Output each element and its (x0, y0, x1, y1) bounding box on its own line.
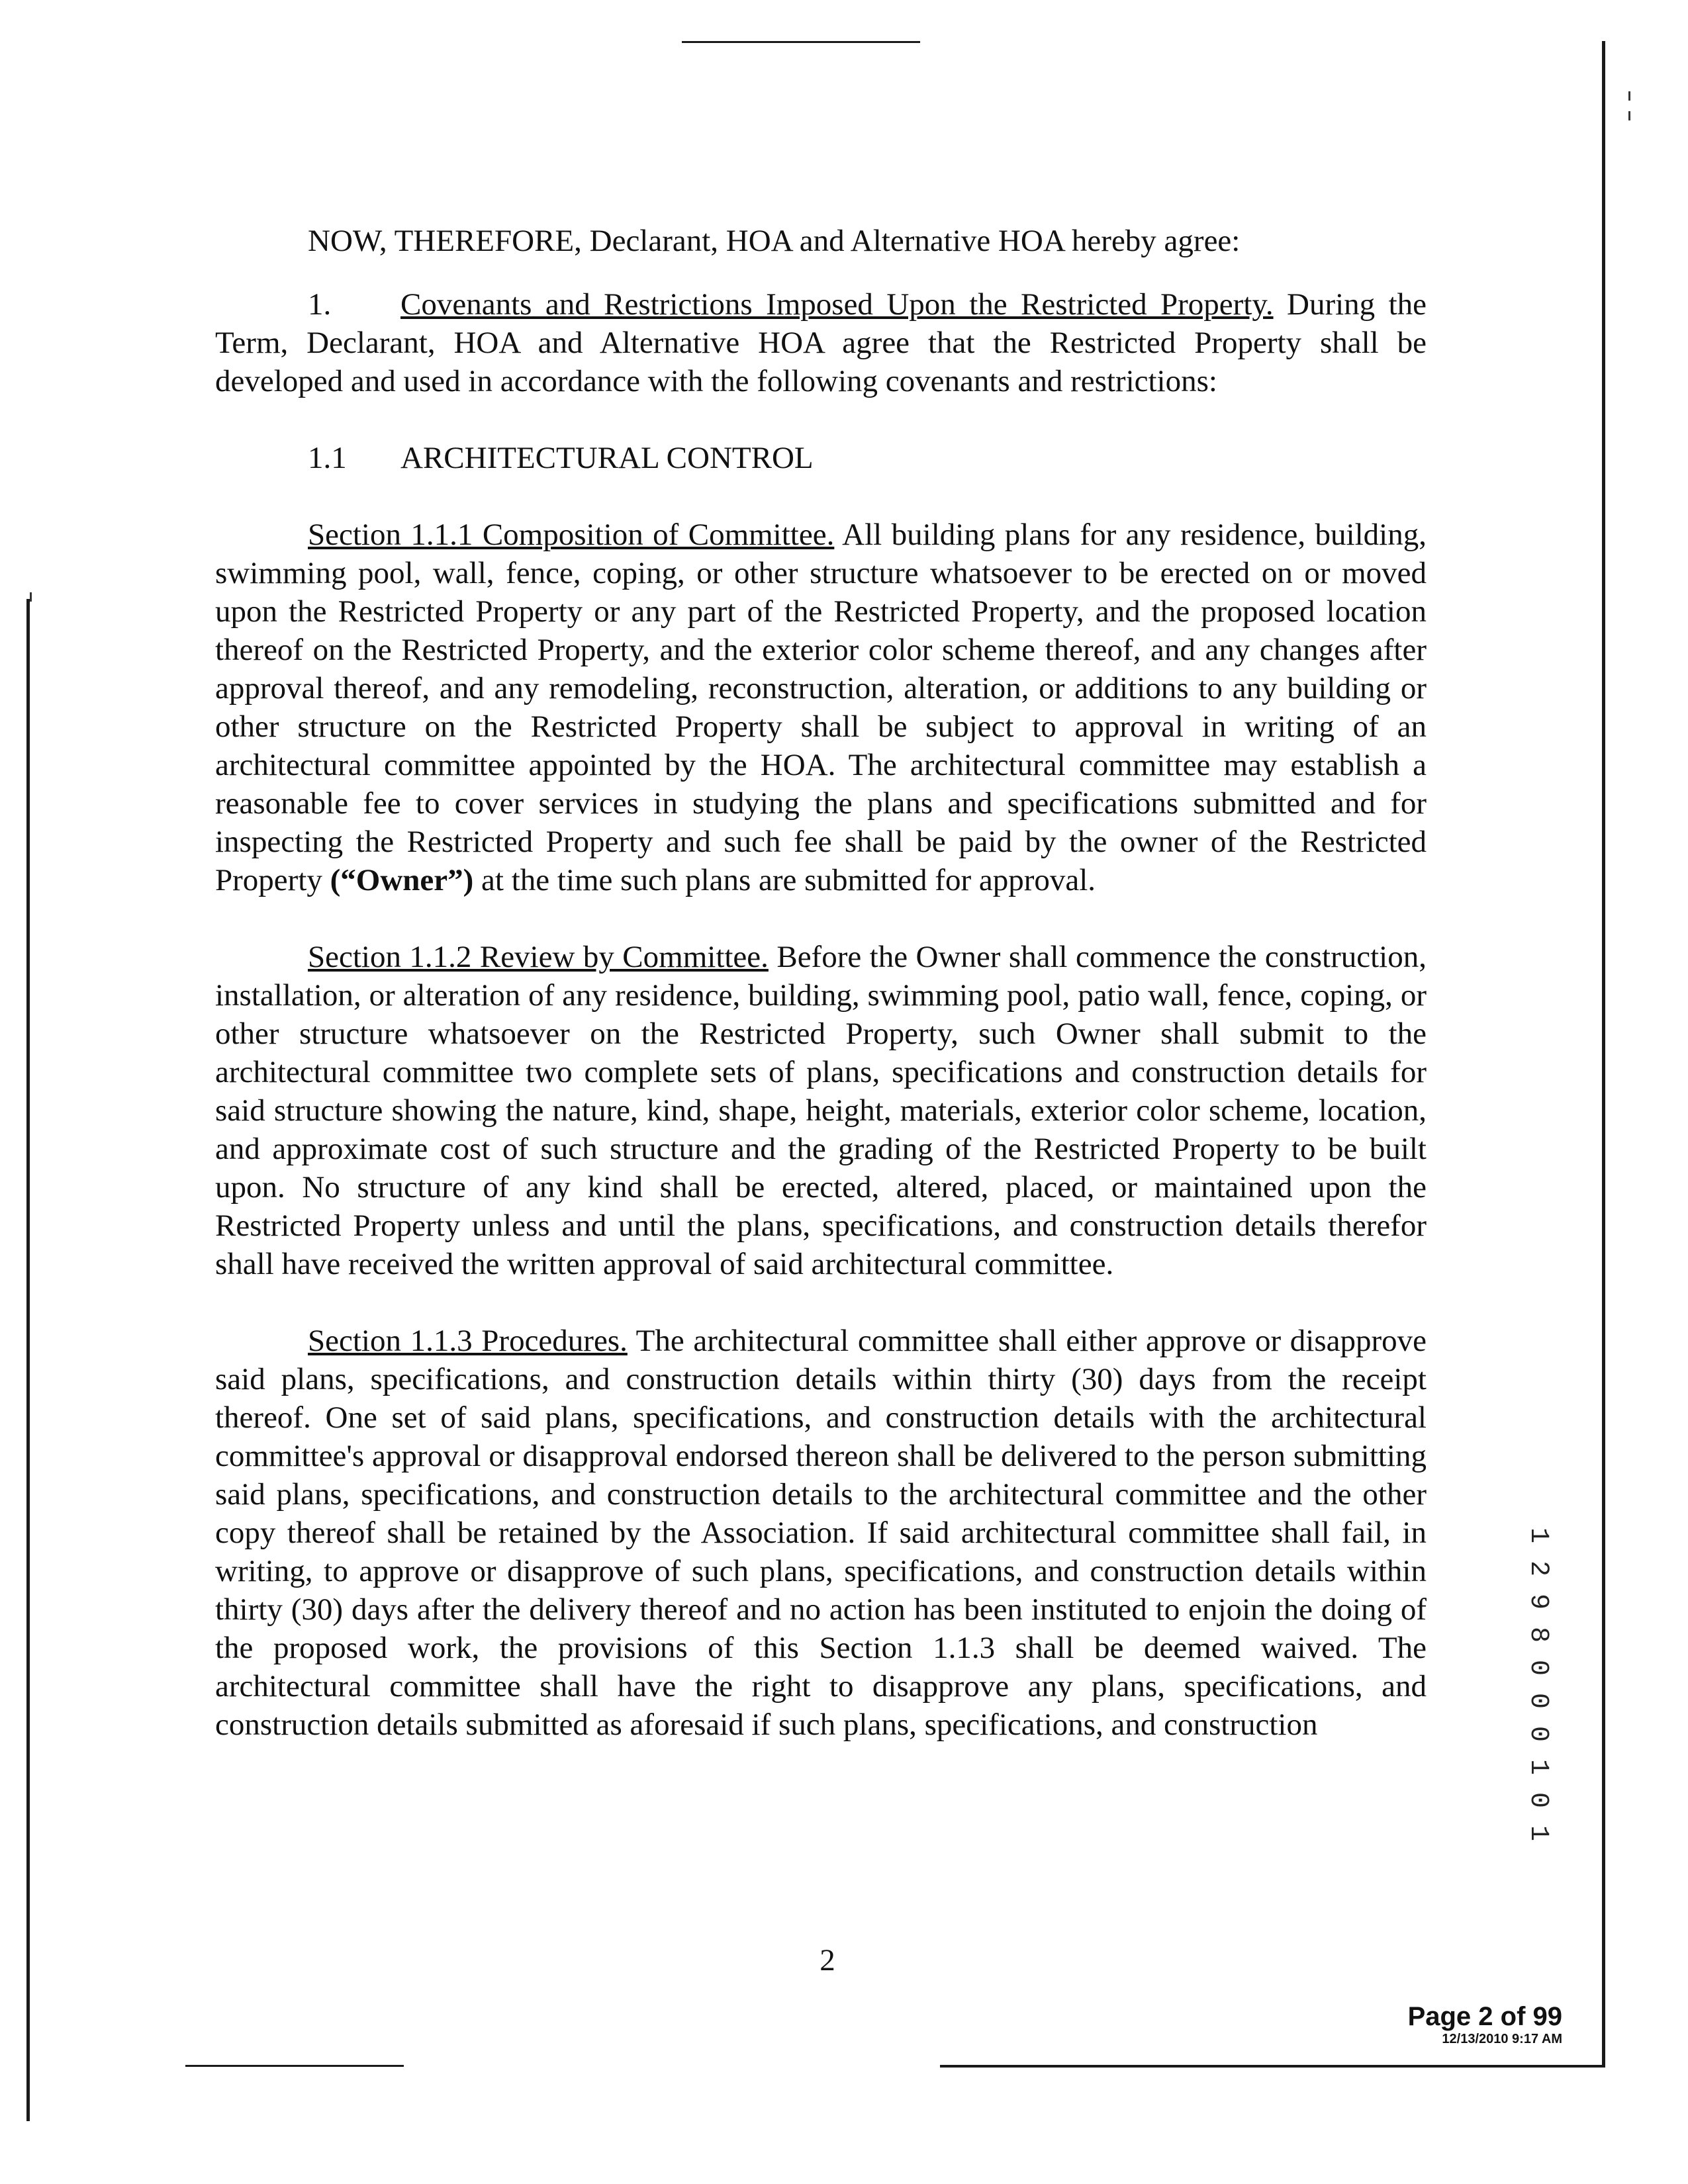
scan-tick-mark (1628, 91, 1630, 101)
section-1-1-2-title: Section 1.1.2 Review by Committee. (308, 940, 769, 974)
page-stamp (1357, 2002, 1562, 2047)
code-char: 0 (1523, 1659, 1553, 1676)
intro-paragraph: NOW, THEREFORE, Declarant, HOA and Alternative HOA hereby agree: (308, 224, 1241, 258)
code-char: 1 (1523, 1527, 1553, 1543)
owner-defined-term: (“Owner”) (330, 863, 474, 897)
document-body (215, 222, 1427, 1782)
section-1-1-1-body-b: at the time such plans are submitted for approval. (473, 863, 1096, 897)
scan-top-line (682, 41, 920, 43)
code-char: 1 (1523, 1825, 1553, 1841)
section-1-paragraph (215, 285, 1427, 400)
page-number: 2 (820, 1943, 835, 1978)
code-char: 9 (1523, 1593, 1553, 1610)
section-1-1-1-body-a: All building plans for any residence, building, swimming pool, wall, fence, coping, or other structure whatsoever to be erected on or moved upon the Restricted Property or any part of the Restricted Property, and the proposed location thereof on the Restricted Property, and the exterior color scheme thereof, and any changes after approval thereof, and any remodeling, reconstruction, alteration, or additions to any building or other structure on the Restricted Property shall be subject to approval in writing of an architectural committee appointed by the HOA. The architectural committee may establish a reasonable fee to cover services in studying the plans and specifications submitted and for inspecting the Restricted Property and such fee shall be paid by the owner of the Restricted Property (215, 518, 1427, 897)
section-1-1-3-title: Section 1.1.3 Procedures. (308, 1324, 628, 1358)
vertical-document-code (1523, 1519, 1553, 1850)
scan-tick-mark (1628, 111, 1630, 120)
code-char: 1 (1523, 1758, 1553, 1775)
heading-architectural-control (308, 439, 1427, 477)
code-char: 0 (1523, 1792, 1553, 1808)
heading-1-1-number: 1.1 (308, 441, 347, 475)
code-char: 0 (1523, 1725, 1553, 1742)
page-of-label: Page 2 of 99 (1407, 2002, 1562, 2031)
section-1-1-1-paragraph (215, 516, 1427, 899)
heading-1-1-title: ARCHITECTURAL CONTROL (400, 441, 814, 475)
code-char: 0 (1523, 1692, 1553, 1709)
section-1-1-1-title: Section 1.1.1 Composition of Committee. (308, 518, 835, 552)
code-char: 2 (1523, 1560, 1553, 1576)
section-1-1-3-body: The architectural committee shall either approve or disapprove said plans, specifications, and construction details within thirty (30) days from the receipt thereof. One set of said plans, specifications, and construction details with the architectural committee's approval or disapproval endorsed thereon shall be delivered to the person submitting said plans, specifications, and construction details to the architectural committee and the other copy thereof shall be retained by the Association. If said architectural committee shall fail, in writing, to approve or disapprove of such plans, specifications, and construction details within thirty (30) days after the delivery thereof and no action has been instituted to enjoin the doing of the proposed work, the provisions of this Section 1.1.3 shall be deemed waived. The architectural committee shall have the right to disapprove any plans, specifications, and construction details submitted as aforesaid if such plans, specifications, and construction (215, 1324, 1427, 1742)
scan-bottom-left-line (185, 2065, 404, 2067)
stamp-datetime: 12/13/2010 9:17 AM (1442, 2032, 1562, 2046)
section-1-1-3-paragraph (215, 1322, 1427, 1744)
section-1-number: 1. (308, 287, 332, 322)
scan-left-edge (26, 599, 30, 2121)
scan-bottom-right-line (940, 2065, 1605, 2068)
scan-right-edge (1602, 41, 1605, 2066)
section-1-1-2-paragraph (215, 938, 1427, 1283)
section-1-body: During the Term, Declarant, HOA and Alternative HOA agree that the Restricted Property shall be developed and used in accordance with the following covenants and restrictions: (215, 287, 1427, 398)
section-1-1-2-body: Before the Owner shall commence the construction, installation, or alteration of any residence, building, swimming pool, patio wall, fence, coping, or other structure whatsoever on the Restricted Property, such Owner shall submit to the architectural committee two complete sets of plans, specifications and construction details for said structure showing the nature, kind, shape, height, materials, exterior color scheme, location, and approximate cost of such structure and the grading of the Restricted Property to be built upon. No structure of any kind shall be erected, altered, placed, or maintained upon the Restricted Property unless and until the plans, specifications, and construction details therefor shall have received the written approval of said architectural committee. (215, 940, 1427, 1281)
code-char: 8 (1523, 1626, 1553, 1643)
section-1-title: Covenants and Restrictions Imposed Upon the Restricted Property. (400, 287, 1274, 322)
scan-tick-mark (30, 592, 32, 602)
